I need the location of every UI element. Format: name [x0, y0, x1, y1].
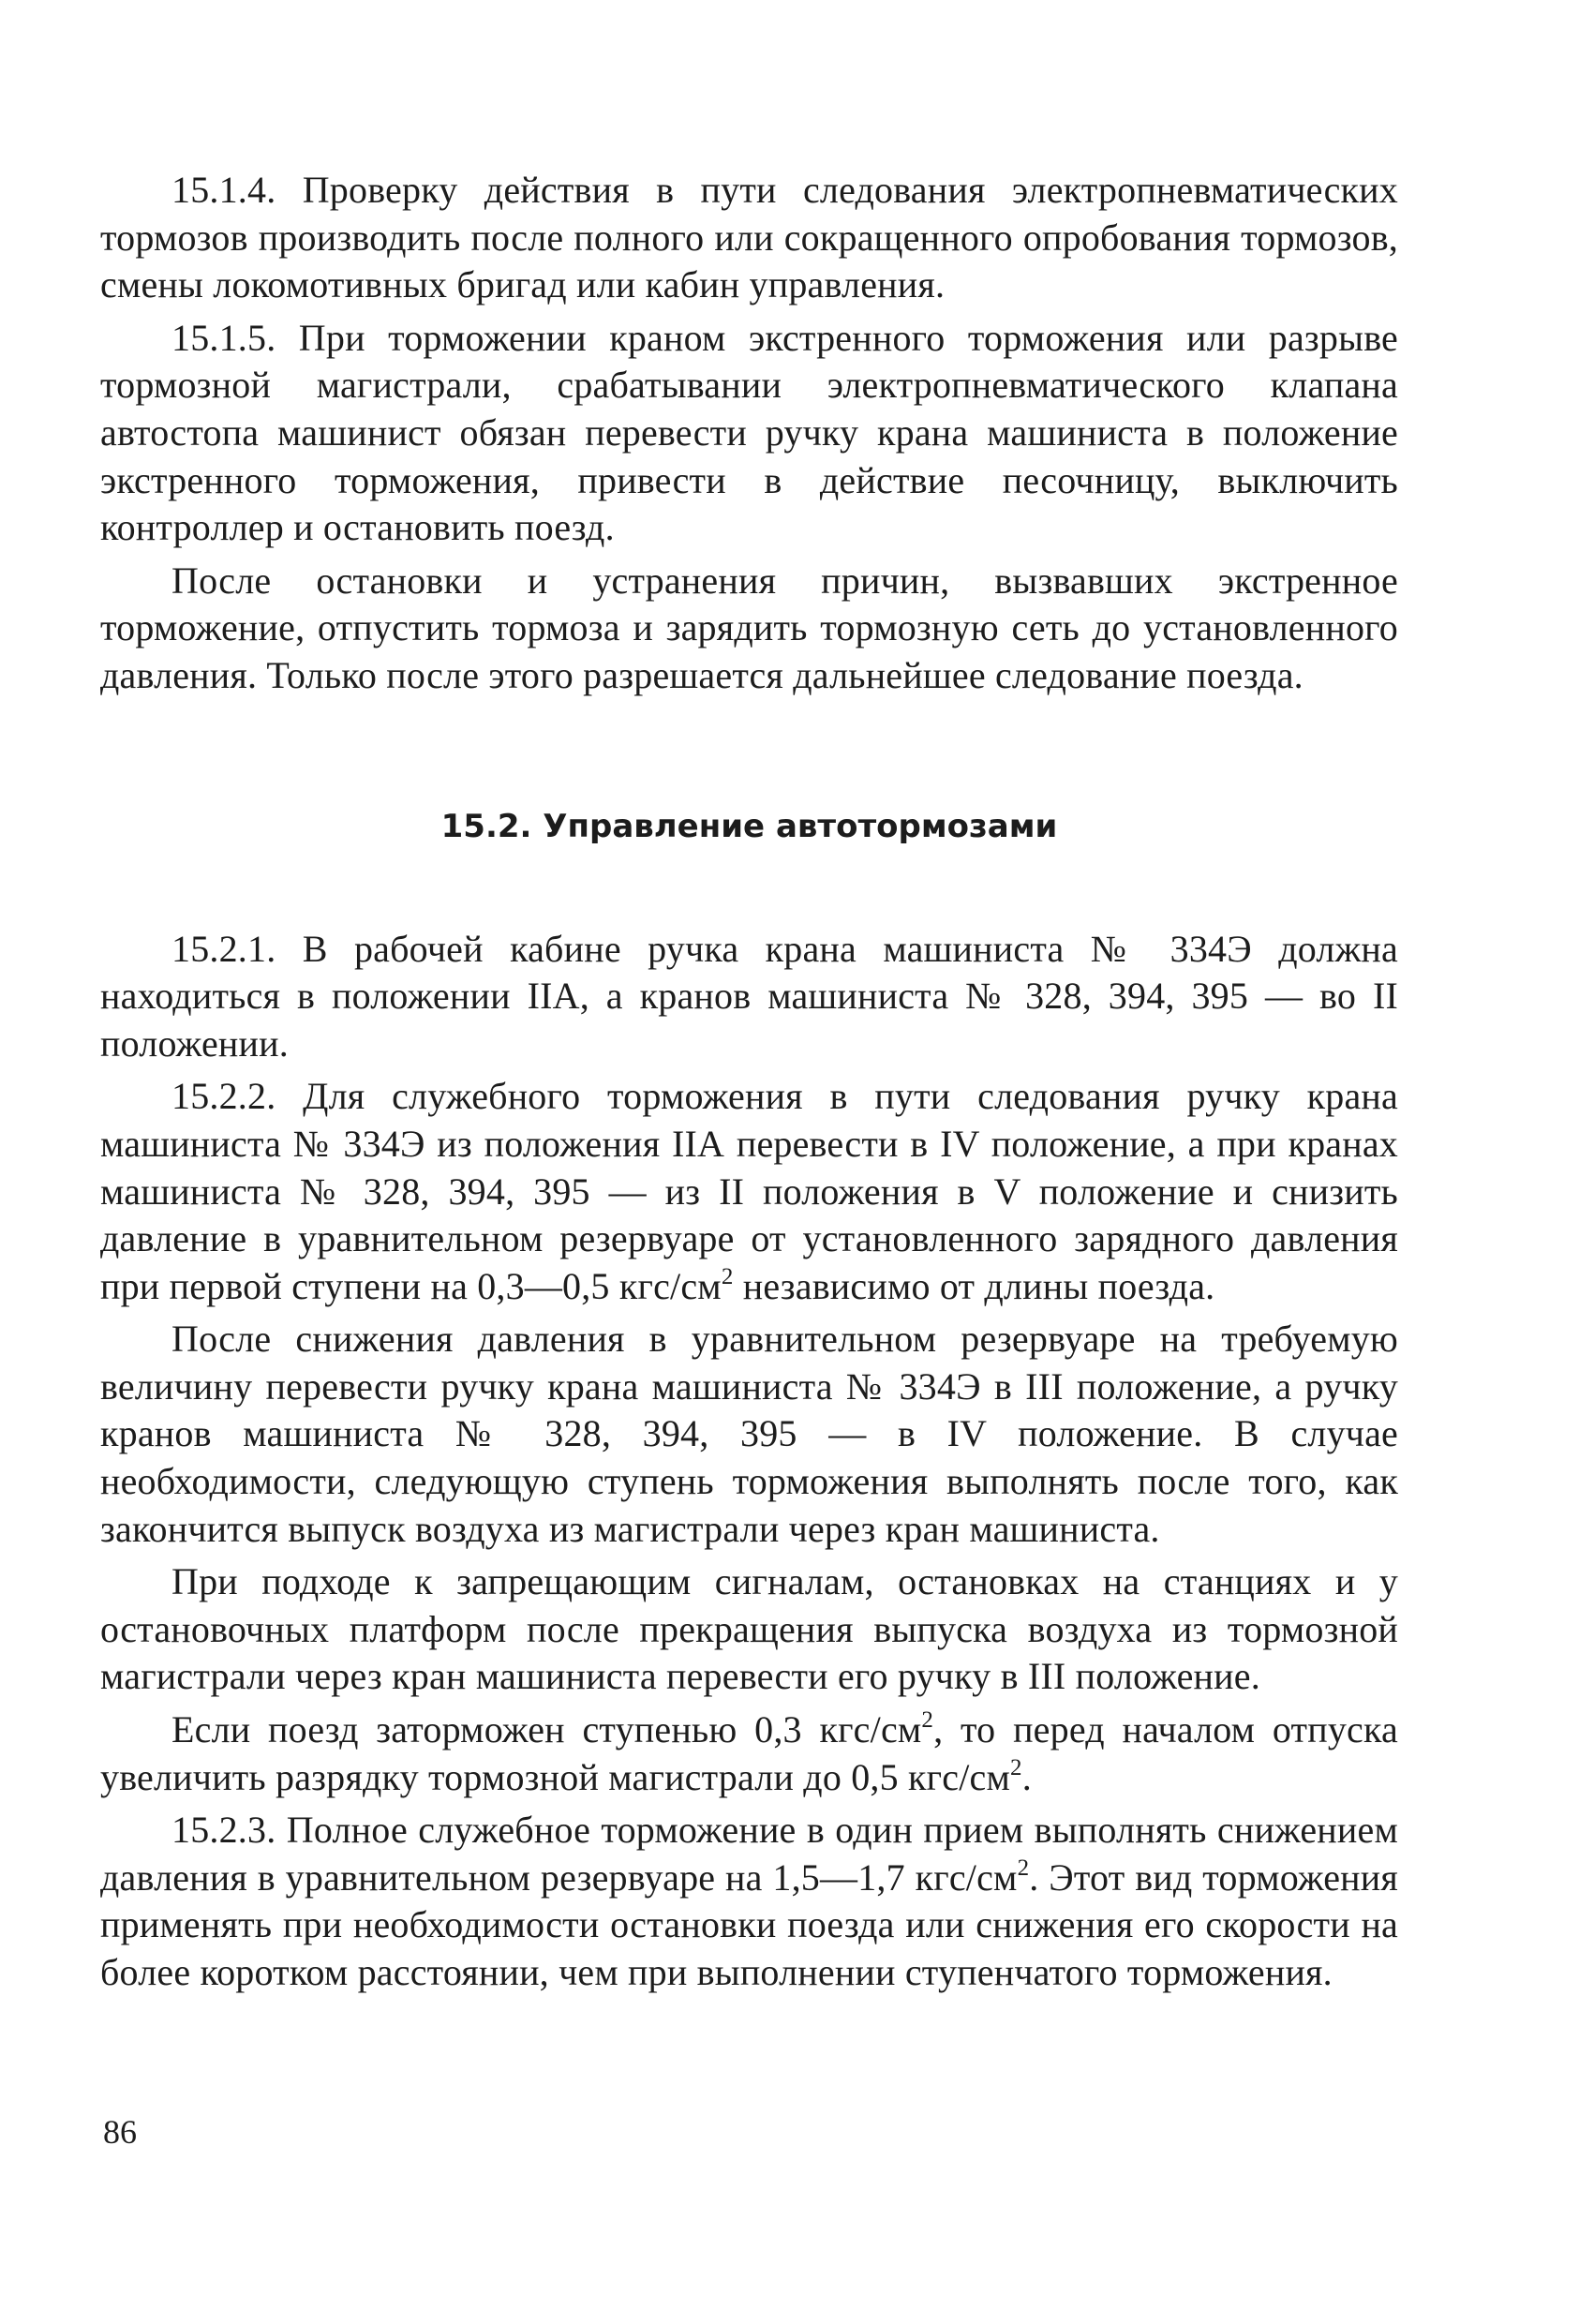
paragraph-after-stop: После остановки и устранения причин, вызвавших экстренное торможение, отпустить тормоза и зарядить тормозную сеть до установленного давления. Только после этого разрешается дальнейшее следование поезда.: [100, 559, 1398, 696]
paragraph-step-release-c: .: [1021, 1755, 1032, 1798]
paragraph-15-1-5: 15.1.5. При торможении краном экстренного торможения или разрыве тормозной магистрали, срабатывании электропневматического клапана автостопа машинист обязан перевести ручку крана машиниста в положение экстренного торможения, привести в действие песочницу, выключить контроллер и остановить поезд.: [100, 316, 1398, 549]
paragraph-15-2-2: [100, 1073, 1398, 1310]
paragraph-15-2-3-a: 15.2.3. Полное служебное торможение в один прием выполнять снижением давления в уравнительном резервуаре на 1,5—1,7 кгс/см: [100, 1809, 1398, 1899]
paragraph-step-release-a: Если поезд заторможен ступенью 0,3 кгс/см: [171, 1708, 922, 1751]
superscript-2: 2: [1010, 1754, 1022, 1780]
paragraph-signals: При подходе к запрещающим сигналам, остановках на станциях и у остановочных платформ после прекращения выпуска воздуха из тормозной магистрали через кран машиниста перевести его ручку в III положение.: [100, 1560, 1398, 1698]
paragraph-step-release: [100, 1706, 1398, 1801]
paragraph-15-2-2-end: независимо от длины поезда.: [733, 1264, 1215, 1307]
paragraph-15-1-4: 15.1.4. Проверку действия в пути следования электропневматических тормозов производить после полного или сокращенного опробования тормозов, смены локомотивных бригад или кабин управления.: [100, 169, 1398, 306]
paragraph-15-2-1: 15.2.1. В рабочей кабине ручка крана машиниста № 334Э должна находиться в положении IIА, а кранов машиниста № 328, 394, 395 — во II положении.: [100, 927, 1398, 1065]
paragraph-15-2-2-text: 15.2.2. Для служебного торможения в пути следования ручку крана машиниста № 334Э из положения IIА перевести в IV положение, а при кранах машиниста № 328, 394, 395 — из II положения в V положение и снизить давление в уравнительном резервуаре от установленного зарядного давления при первой ступени на 0,3—0,5 кгс/см: [100, 1075, 1398, 1307]
paragraph-15-2-3: [100, 1807, 1398, 1996]
paragraph-step-release-b: , то перед началом отпуска увеличить разрядку тормозной магистрали до 0,5 кгс/см: [100, 1708, 1398, 1798]
page-number: 86: [103, 2113, 137, 2151]
body-text: [100, 167, 1398, 1997]
paragraph-after-reduction: После снижения давления в уравнительном резервуаре на требуемую величину перевести ручку крана машиниста № 334Э в III положение, а ручку кранов машиниста № 328, 394, 395 — в IV положение. В случае необходимости, следующую ступень торможения выполнять после того, как закончится выпуск воздуха из магистрали через кран машиниста.: [100, 1318, 1398, 1550]
superscript-2: 2: [721, 1263, 734, 1289]
paragraph-15-2-3-b: . Этот вид торможения применять при необходимости остановки поезда или снижения его скорости на более коротком расстоянии, чем при выполнении ступенчатого торможения.: [100, 1855, 1398, 1993]
section-heading: 15.2. Управление автотормозами: [440, 807, 1058, 845]
superscript-2: 2: [921, 1707, 934, 1734]
superscript-2: 2: [1017, 1855, 1030, 1881]
